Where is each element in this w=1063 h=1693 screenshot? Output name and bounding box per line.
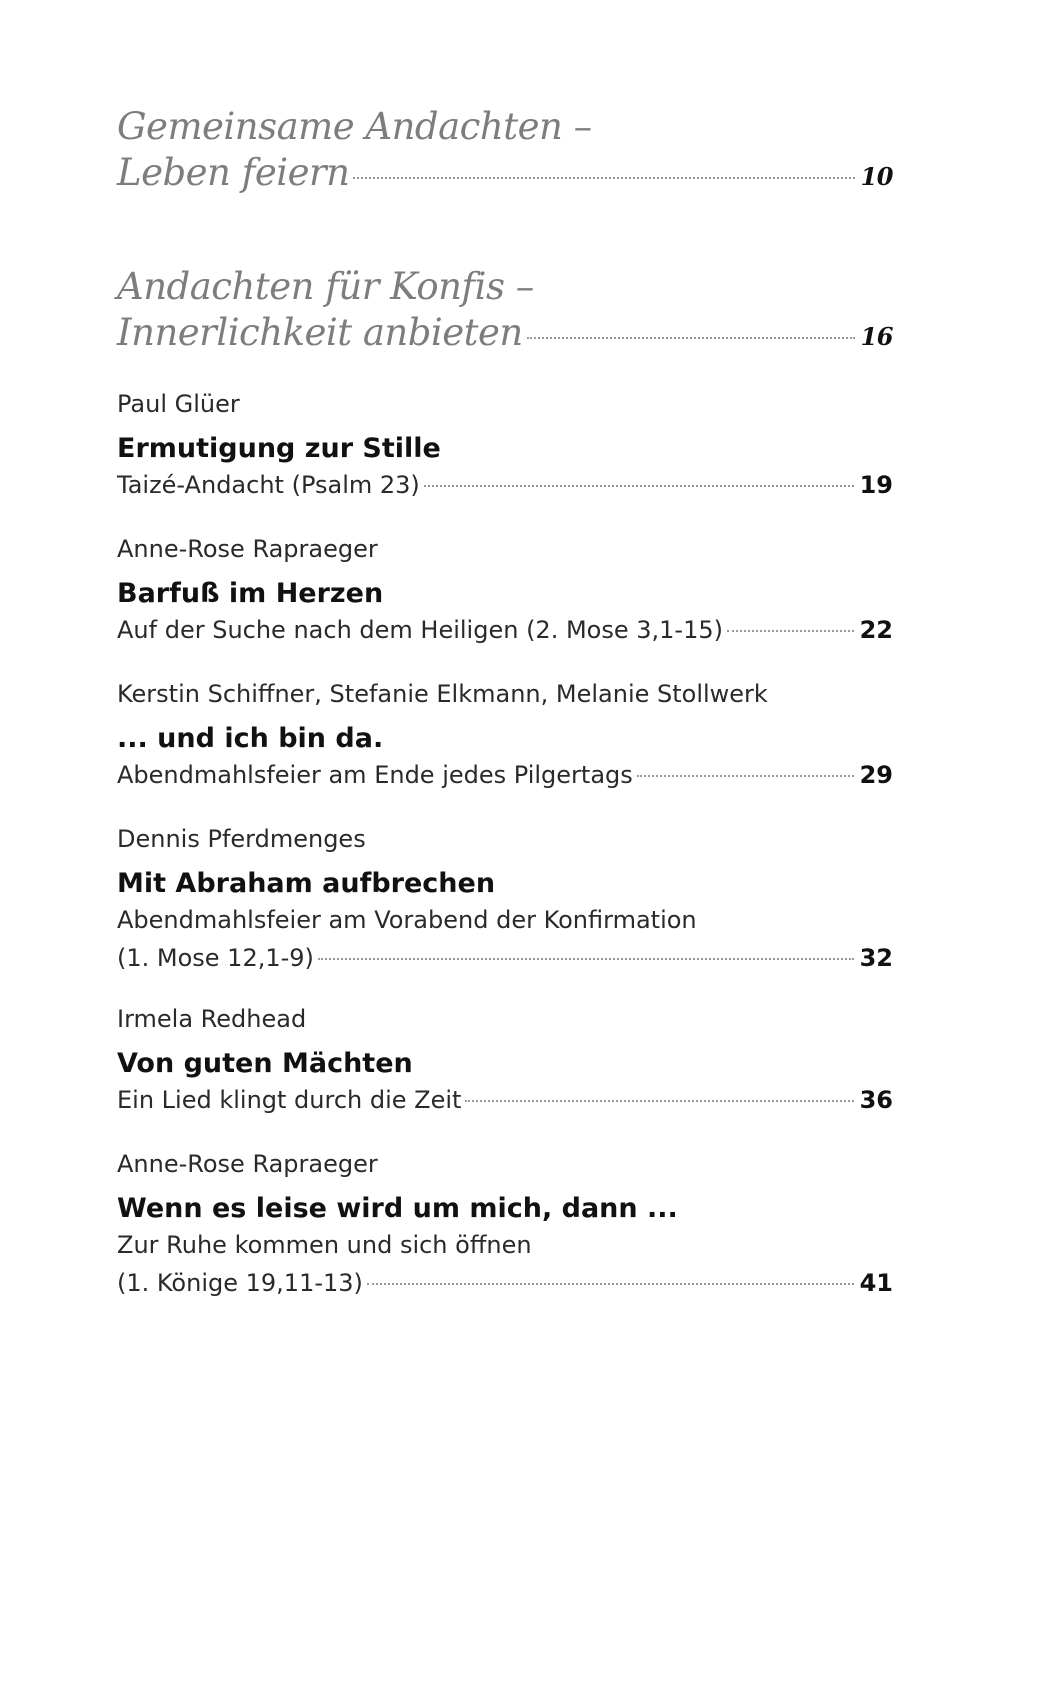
entry-author: Kerstin Schiffner, Stefanie Elkmann, Melanie Stollwerk: [117, 680, 768, 708]
toc-section: [117, 104, 893, 200]
toc-row[interactable]: [117, 756, 893, 794]
dot-leader: [527, 337, 855, 339]
entry-subtitle: Taizé-Andacht (Psalm 23): [117, 471, 420, 499]
toc-row[interactable]: [117, 466, 893, 504]
entry-subtitle: Auf der Suche nach dem Heiligen (2. Mose 3,1-15): [117, 616, 723, 644]
entry-author: Anne-Rose Rapraeger: [117, 1150, 378, 1178]
toc-entry: [117, 389, 893, 504]
entry-subtitle-line1: Abendmahlsfeier am Vorabend der Konfirmation: [117, 906, 697, 934]
entry-subtitle: Abendmahlsfeier am Ende jedes Pilgertags: [117, 761, 633, 789]
toc-row[interactable]: [117, 1264, 893, 1302]
entry-author: Irmela Redhead: [117, 1005, 307, 1033]
dot-leader: [465, 1100, 853, 1102]
entry-title: Wenn es leise wird um mich, dann ...: [117, 1193, 678, 1224]
toc-row[interactable]: [117, 611, 893, 649]
section-title-line1: Gemeinsame Andachten –: [117, 105, 592, 148]
page-number: 10: [860, 162, 893, 191]
section-title-line2: Innerlichkeit anbieten: [117, 311, 523, 354]
dot-leader: [353, 177, 854, 179]
toc-entry: [117, 1004, 893, 1119]
toc-entry: [117, 679, 893, 794]
page-number: 19: [859, 471, 893, 499]
entry-title: Mit Abraham aufbrechen: [117, 868, 496, 899]
entry-author: Anne-Rose Rapraeger: [117, 535, 378, 563]
page-number: 32: [859, 944, 893, 972]
dot-leader: [367, 1283, 854, 1285]
toc-section: [117, 264, 893, 360]
dot-leader: [727, 630, 854, 632]
entry-subtitle: (1. Mose 12,1-9): [117, 944, 314, 972]
entry-title: Barfuß im Herzen: [117, 578, 384, 609]
page-number: 36: [859, 1086, 893, 1114]
page-number: 29: [859, 761, 893, 789]
entry-title: Ermutigung zur Stille: [117, 433, 441, 464]
entry-subtitle: Ein Lied klingt durch die Zeit: [117, 1086, 462, 1114]
entry-subtitle: (1. Könige 19,11-13): [117, 1269, 363, 1297]
toc-entry: [117, 824, 893, 977]
section-title-line1: Andachten für Konfis –: [117, 265, 534, 308]
page-number: 16: [860, 322, 893, 351]
entry-title: Von guten Mächten: [117, 1048, 413, 1079]
dot-leader: [637, 775, 854, 777]
entry-author: Dennis Pferdmenges: [117, 825, 366, 853]
section-title-line2: Leben feiern: [117, 151, 350, 194]
entry-subtitle-line1: Zur Ruhe kommen und sich öffnen: [117, 1231, 532, 1259]
toc-entry: [117, 534, 893, 649]
toc-row[interactable]: [117, 1081, 893, 1119]
dot-leader: [318, 958, 854, 960]
dot-leader: [424, 485, 854, 487]
page-number: 41: [859, 1269, 893, 1297]
toc-entry: [117, 1149, 893, 1302]
entry-title: ... und ich bin da.: [117, 723, 384, 754]
entry-author: Paul Glüer: [117, 390, 240, 418]
toc-row[interactable]: [117, 150, 893, 200]
page-number: 22: [859, 616, 893, 644]
toc-row[interactable]: [117, 939, 893, 977]
toc-row[interactable]: [117, 310, 893, 360]
